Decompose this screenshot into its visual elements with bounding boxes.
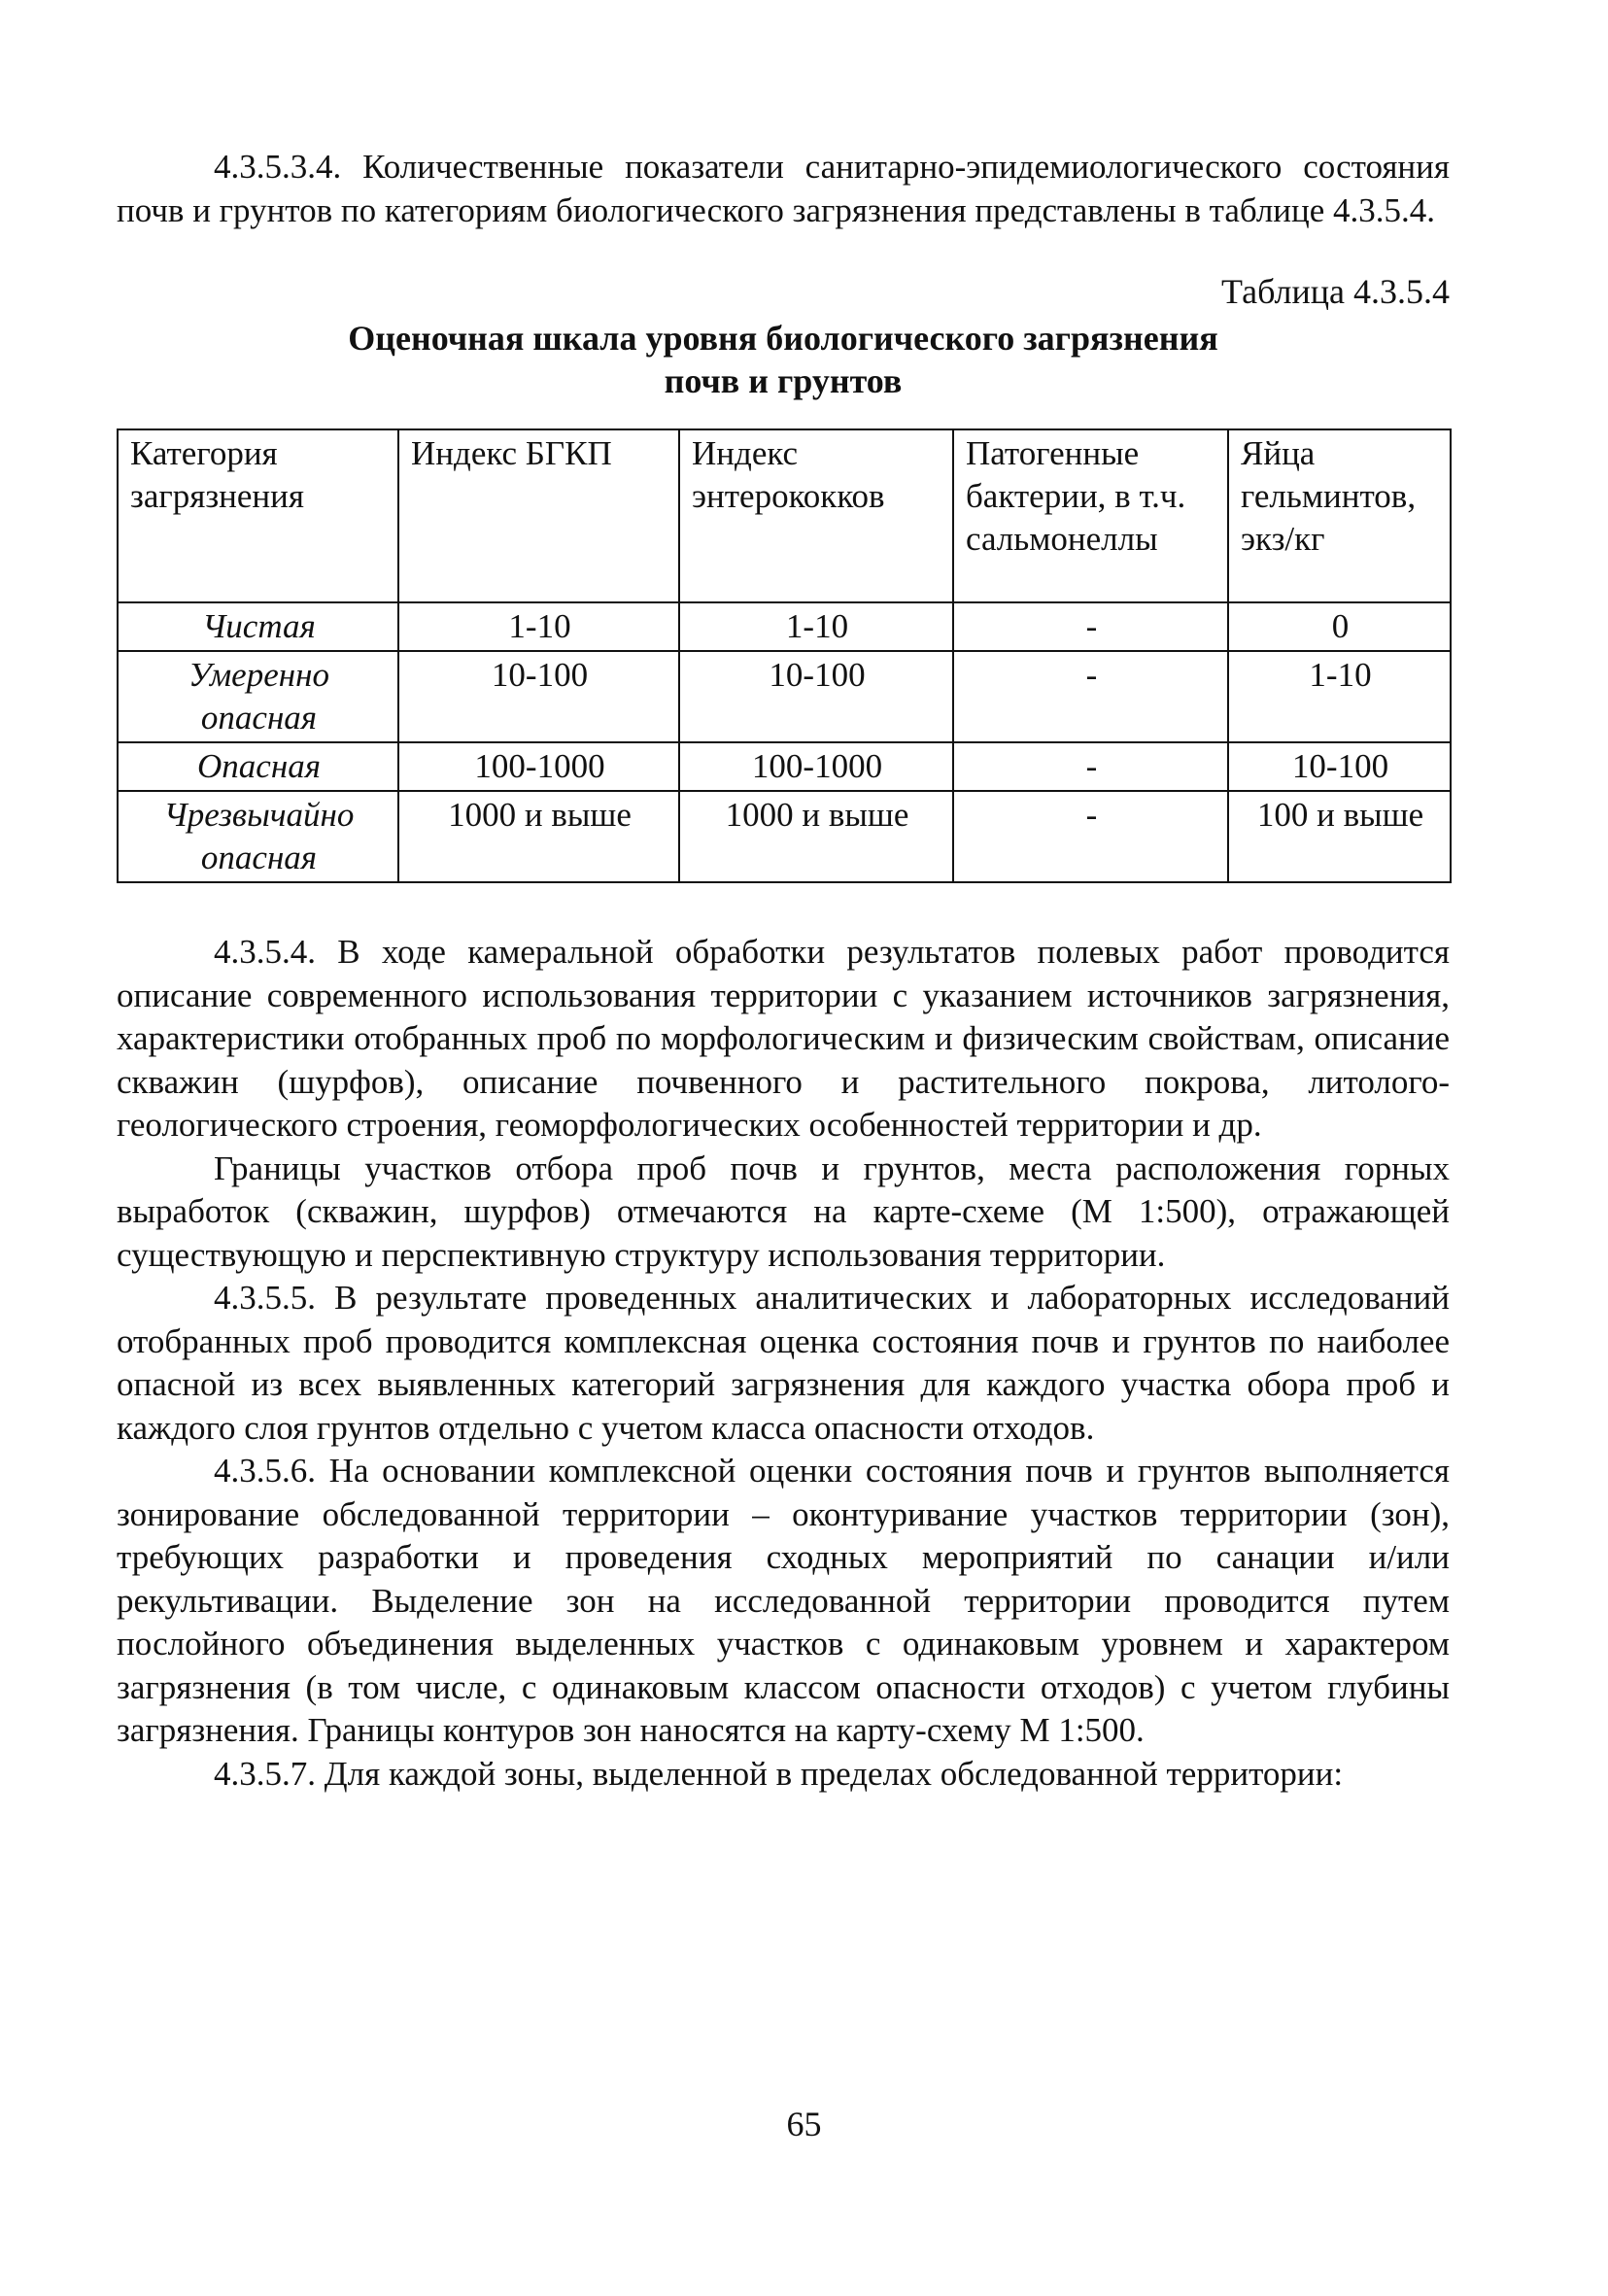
table-header-cell: Индекс энтерококков xyxy=(679,429,953,602)
table-title xyxy=(117,317,1450,402)
table-header-row xyxy=(118,429,1451,602)
intro-paragraph: 4.3.5.3.4. Количественные показатели санитарно-эпидемиологического состояния почв и грунтов по категориям биологического загрязнения представлены в таблице 4.3.5.4. xyxy=(117,148,1450,229)
table-cell: 1-10 xyxy=(679,602,953,651)
table-cell-category: Чистая xyxy=(118,602,398,651)
table-title-line: почв и грунтов xyxy=(664,361,903,400)
table-cell-category: Умеренно опасная xyxy=(118,651,398,742)
table-header-cell: Патогенные бактерии, в т.ч. сальмонеллы xyxy=(953,429,1228,602)
table-caption: Таблица 4.3.5.4 xyxy=(1221,272,1450,311)
body-paragraph: 4.3.5.6. На основании комплексной оценки состояния почв и грунтов выполняется зонирование обследованной территории – оконтуривание участков территории (зон), требующих разработки и проведения сходных мероприятий по санации и/или рекультивации. Выделение зон на исследованной территории проводится путем послойного объединения выделенных участков с одинаковым уровнем и характером загрязнения (в том числе, с одинаковым классом опасности отходов) с учетом глубины загрязнения. Границы контуров зон наносятся на карту-схему М 1:500. xyxy=(117,1452,1450,1749)
intro-block xyxy=(117,146,1450,232)
table-cell-category: Чрезвычайно опасная xyxy=(118,791,398,882)
table-row xyxy=(118,742,1451,791)
table-header-cell: Яйца гельминтов, экз/кг xyxy=(1228,429,1451,602)
table-cell: - xyxy=(953,742,1228,791)
table-row xyxy=(118,651,1451,742)
table-cell: 1-10 xyxy=(1228,651,1451,742)
page-number: 65 xyxy=(786,2105,822,2143)
table-cell: 1000 и выше xyxy=(398,791,679,882)
table-cell: 10-100 xyxy=(1228,742,1451,791)
table-cell-category: Опасная xyxy=(118,742,398,791)
table-row xyxy=(118,791,1451,882)
body-paragraph: Границы участков отбора проб почв и грунтов, места расположения горных выработок (скважин, шурфов) отмечаются на карте-схеме (М 1:500), отражающей существующую и перспективную структуру использования территории. xyxy=(117,1148,1450,1274)
table-title-line: Оценочная шкала уровня биологического загрязнения xyxy=(348,319,1218,358)
table-cell: 100-1000 xyxy=(679,742,953,791)
table-row xyxy=(118,602,1451,651)
table-cell: 100-1000 xyxy=(398,742,679,791)
body-paragraph: 4.3.5.7. Для каждой зоны, выделенной в пределах обследованной территории: xyxy=(214,1754,1344,1793)
contamination-table xyxy=(117,428,1452,883)
table-header-cell: Индекс БГКП xyxy=(398,429,679,602)
table-cell: - xyxy=(953,602,1228,651)
table-cell: 0 xyxy=(1228,602,1451,651)
table-cell: 10-100 xyxy=(398,651,679,742)
table-cell: - xyxy=(953,651,1228,742)
table-cell: 10-100 xyxy=(679,651,953,742)
table-cell: 100 и выше xyxy=(1228,791,1451,882)
body-text xyxy=(117,931,1450,1796)
table-cell: - xyxy=(953,791,1228,882)
table-cell: 1000 и выше xyxy=(679,791,953,882)
body-paragraph: 4.3.5.4. В ходе камеральной обработки результатов полевых работ проводится описание современного использования территории с указанием источников загрязнения, характеристики отобранных проб по морфологическим и физическим свойствам, описание скважин (шурфов), описание почвенного и растительного покрова, литолого-геологического строения, геоморфологических особенностей территории и др. xyxy=(117,933,1450,1144)
table-header-cell: Категория загрязнения xyxy=(118,429,398,602)
body-paragraph: 4.3.5.5. В результате проведенных аналитических и лабораторных исследований отобранных проб проводится комплексная оценка состояния почв и грунтов по наиболее опасной из всех выявленных категорий загрязнения для каждого участка обора проб и каждого слоя грунтов отдельно с учетом класса опасности отходов. xyxy=(117,1279,1450,1447)
table-cell: 1-10 xyxy=(398,602,679,651)
